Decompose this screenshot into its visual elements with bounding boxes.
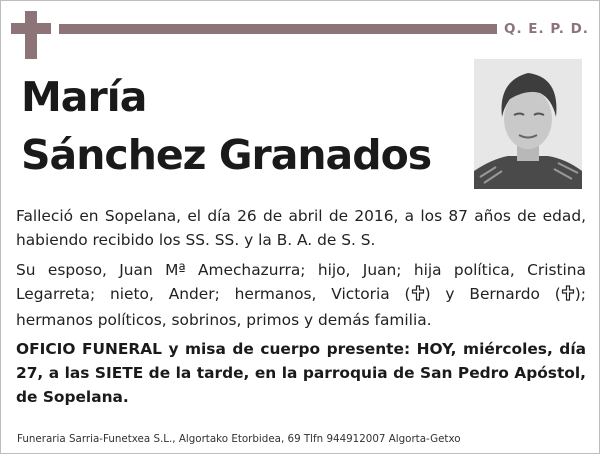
deceased-surnames: Sánchez Granados <box>21 131 432 179</box>
family-text-2: ) y Bernardo ( <box>424 285 561 303</box>
portrait-photo <box>474 59 582 189</box>
family-text-3: ); hermanos políticos, sobrinos, primos y demás familia. <box>16 285 586 329</box>
qepd-label: Q. E. P. D. <box>504 21 589 37</box>
family-paragraph <box>16 258 586 332</box>
funeral-service-paragraph: OFICIO FUNERAL y misa de cuerpo presente: HOY, miércoles, día 27, a las SIETE de la tarde, en la parroquia de San Pedro Apóstol, de Sopelana. <box>16 340 586 406</box>
death-notice-paragraph: Falleció en Sopelana, el día 26 de abril de 2016, a los 87 años de edad, habiendo recibido los SS. SS. y la B. A. de S. S. <box>16 207 586 249</box>
cross-icon <box>561 284 575 308</box>
family-text-1: Su esposo, Juan Mª Amechazurra; hijo, Juan; hija política, Cristina Legarreta; nieto, Ander; hermanos, Victoria ( <box>16 261 586 303</box>
header-rule <box>59 24 497 34</box>
cross-icon <box>411 284 425 308</box>
funeral-home-footer: Funeraria Sarria-Funetxea S.L., Algortako Etorbidea, 69 Tlfn 944912007 Algorta-Getxo <box>17 433 461 445</box>
deceased-first-name: María <box>21 73 147 121</box>
